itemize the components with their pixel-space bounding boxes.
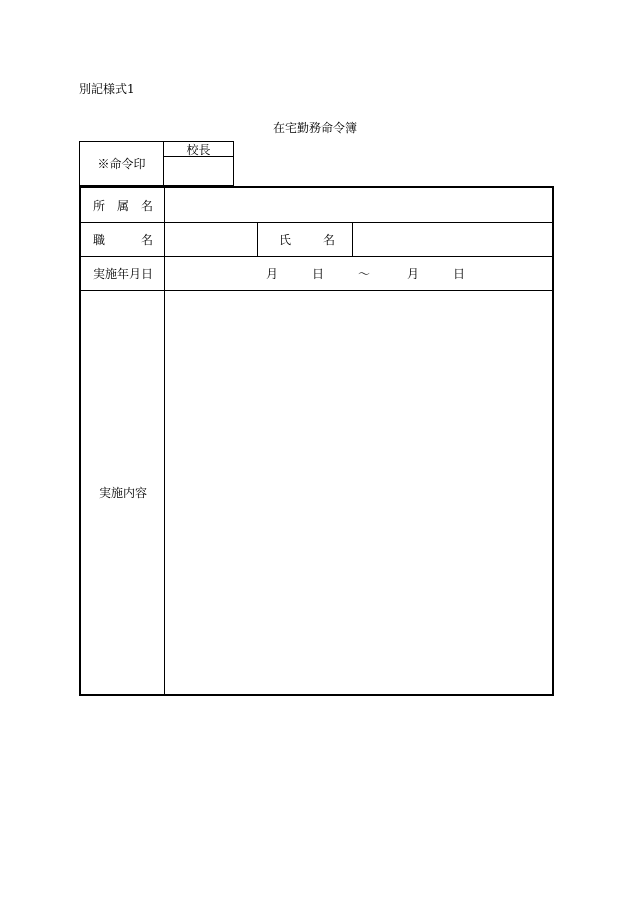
affiliation-char: 名 — [140, 198, 153, 213]
affiliation-char: 属 — [116, 198, 129, 213]
name-field[interactable] — [353, 222, 552, 256]
stamp-box — [79, 141, 234, 186]
start-day-unit: 日 — [312, 266, 325, 281]
name-label — [258, 222, 352, 256]
stamp-label: ※命令印 — [80, 142, 164, 185]
content-field[interactable] — [165, 290, 552, 694]
dates-field[interactable] — [165, 256, 552, 290]
content-label: 実施内容 — [98, 485, 147, 500]
stamp-header: 校長 — [164, 142, 233, 157]
affiliation-label — [81, 188, 165, 222]
range-tilde: ～ — [358, 266, 371, 281]
position-char: 名 — [140, 232, 153, 247]
page-title: 在宅勤務命令簿 — [272, 121, 357, 135]
affiliation-field[interactable] — [165, 188, 552, 222]
start-month-unit: 月 — [266, 266, 279, 281]
form-id: 別記様式1 — [79, 82, 135, 96]
position-char: 職 — [93, 232, 106, 247]
position-field[interactable] — [165, 222, 257, 256]
name-char: 名 — [322, 232, 335, 247]
order-form — [79, 186, 554, 696]
name-char: 氏 — [279, 232, 292, 247]
affiliation-char: 所 — [93, 198, 106, 213]
position-label — [81, 222, 165, 256]
dates-label: 実施年月日 — [92, 266, 153, 281]
end-month-unit: 月 — [407, 266, 420, 281]
end-day-unit: 日 — [453, 266, 466, 281]
